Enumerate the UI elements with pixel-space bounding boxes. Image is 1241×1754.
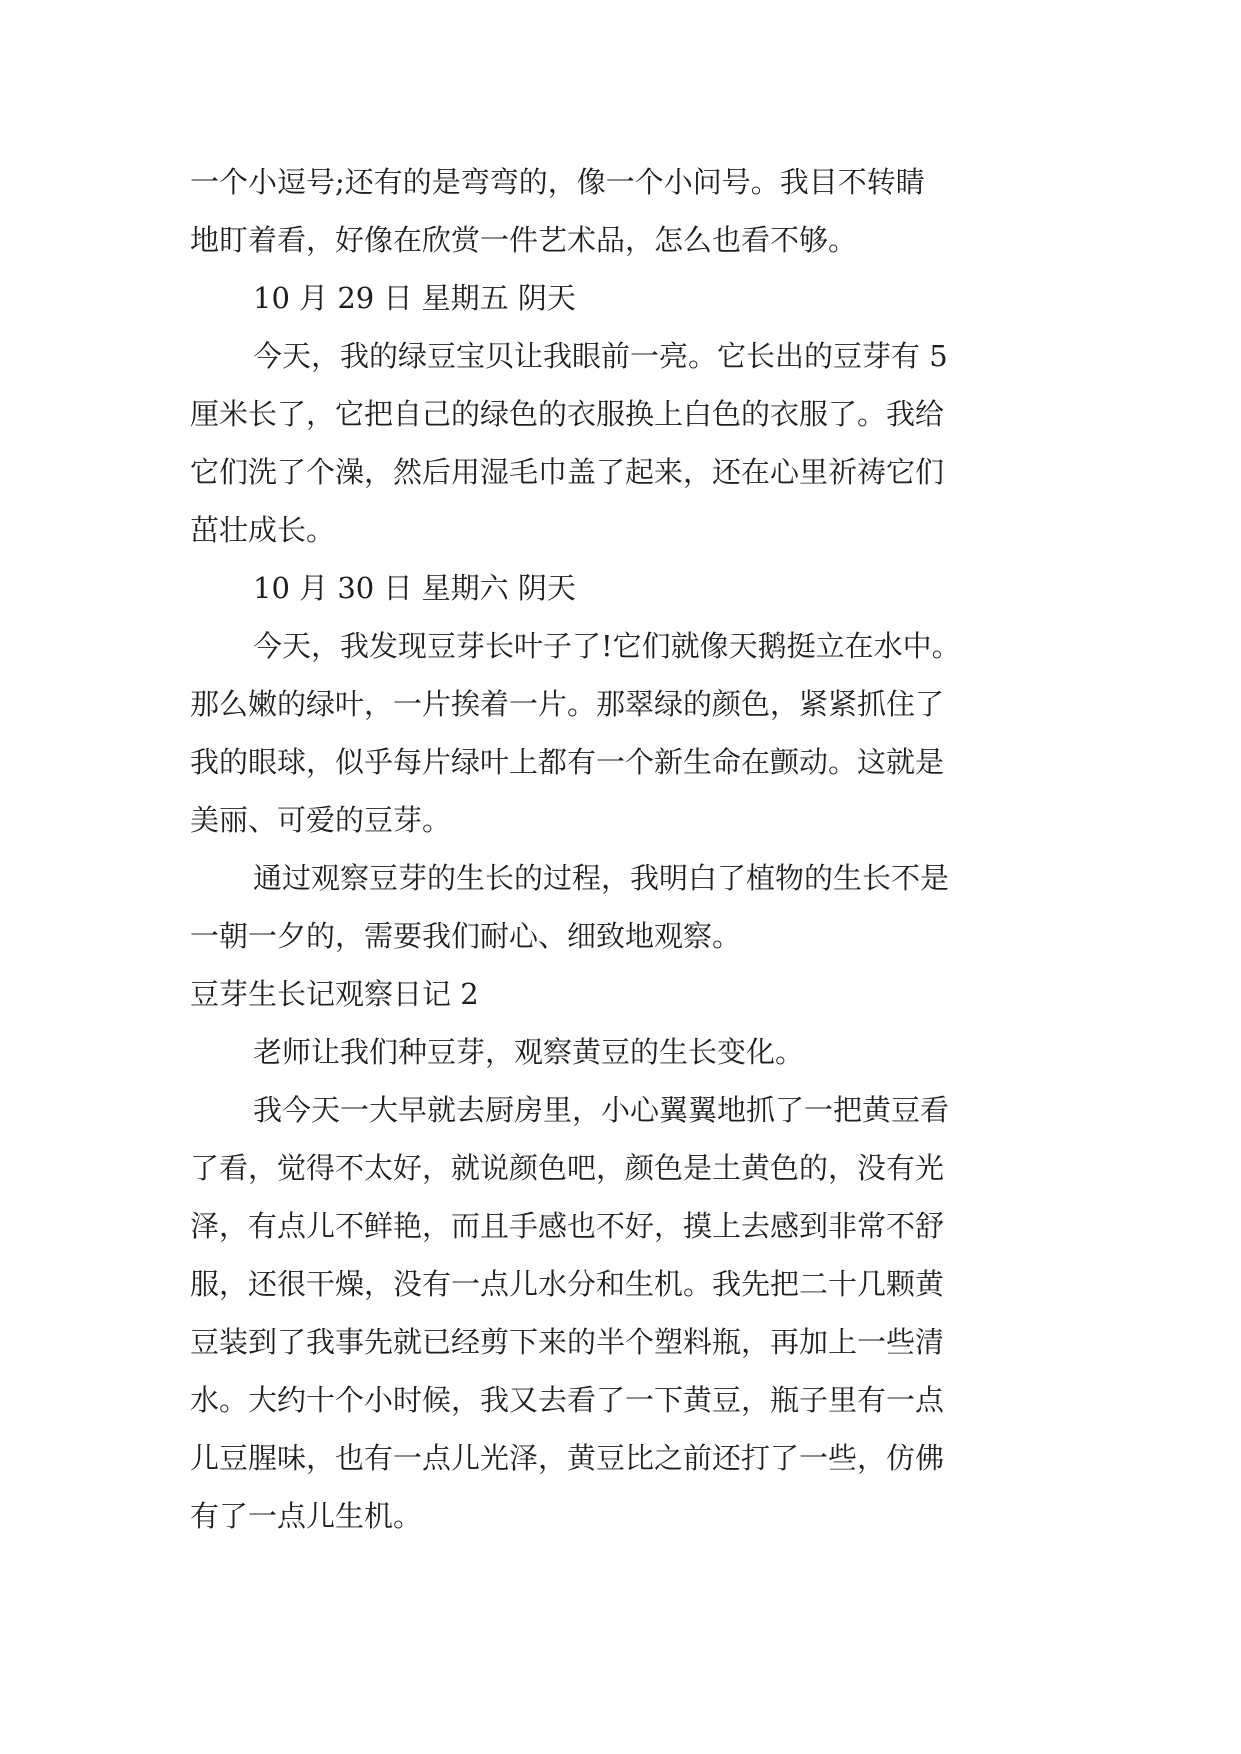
text-line: 服，还很干燥，没有一点儿水分和生机。我先把二十几颗黄 xyxy=(190,1267,945,1301)
text-line: 茁壮成长。 xyxy=(190,513,336,547)
text-line: 儿豆腥味，也有一点儿光泽，黄豆比之前还打了一些，仿佛 xyxy=(190,1441,945,1475)
diary-date-heading: 10 月 29 日 星期五 阴天 xyxy=(253,281,576,315)
paragraph-start-line: 老师让我们种豆芽，观察黄豆的生长变化。 xyxy=(253,1035,805,1069)
paragraph-start-line: 今天，我发现豆芽长叶子了!它们就像天鹅挺立在水中。 xyxy=(253,629,961,663)
text-line: 它们洗了个澡，然后用湿毛巾盖了起来，还在心里祈祷它们 xyxy=(190,455,945,489)
text-line: 一个小逗号;还有的是弯弯的，像一个小问号。我目不转睛 xyxy=(190,165,925,199)
text-line: 了看，觉得不太好，就说颜色吧，颜色是土黄色的，没有光 xyxy=(190,1151,945,1185)
text-line: 泽，有点儿不鲜艳，而且手感也不好，摸上去感到非常不舒 xyxy=(190,1209,945,1243)
paragraph-start-line: 通过观察豆芽的生长的过程，我明白了植物的生长不是 xyxy=(253,861,950,895)
text-line: 水。大约十个小时候，我又去看了一下黄豆，瓶子里有一点 xyxy=(190,1383,945,1417)
text-line: 我的眼球，似乎每片绿叶上都有一个新生命在颤动。这就是 xyxy=(190,745,945,779)
text-line: 豆装到了我事先就已经剪下来的半个塑料瓶，再加上一些清 xyxy=(190,1325,945,1359)
paragraph-start-line: 我今天一大早就去厨房里，小心翼翼地抓了一把黄豆看 xyxy=(253,1093,950,1127)
text-line: 地盯着看，好像在欣赏一件艺术品，怎么也看不够。 xyxy=(190,223,858,257)
paragraph-start-line: 今天，我的绿豆宝贝让我眼前一亮。它长出的豆芽有 5 xyxy=(253,339,948,373)
text-line: 那么嫩的绿叶，一片挨着一片。那翠绿的颜色，紧紧抓住了 xyxy=(190,687,945,721)
text-line: 美丽、可爱的豆芽。 xyxy=(190,803,452,837)
text-line: 厘米长了，它把自己的绿色的衣服换上白色的衣服了。我给 xyxy=(190,397,945,431)
section-title: 豆芽生长记观察日记 2 xyxy=(190,977,479,1011)
diary-date-heading: 10 月 30 日 星期六 阴天 xyxy=(253,571,576,605)
text-line: 有了一点儿生机。 xyxy=(190,1499,423,1533)
text-line: 一朝一夕的，需要我们耐心、细致地观察。 xyxy=(190,919,742,953)
